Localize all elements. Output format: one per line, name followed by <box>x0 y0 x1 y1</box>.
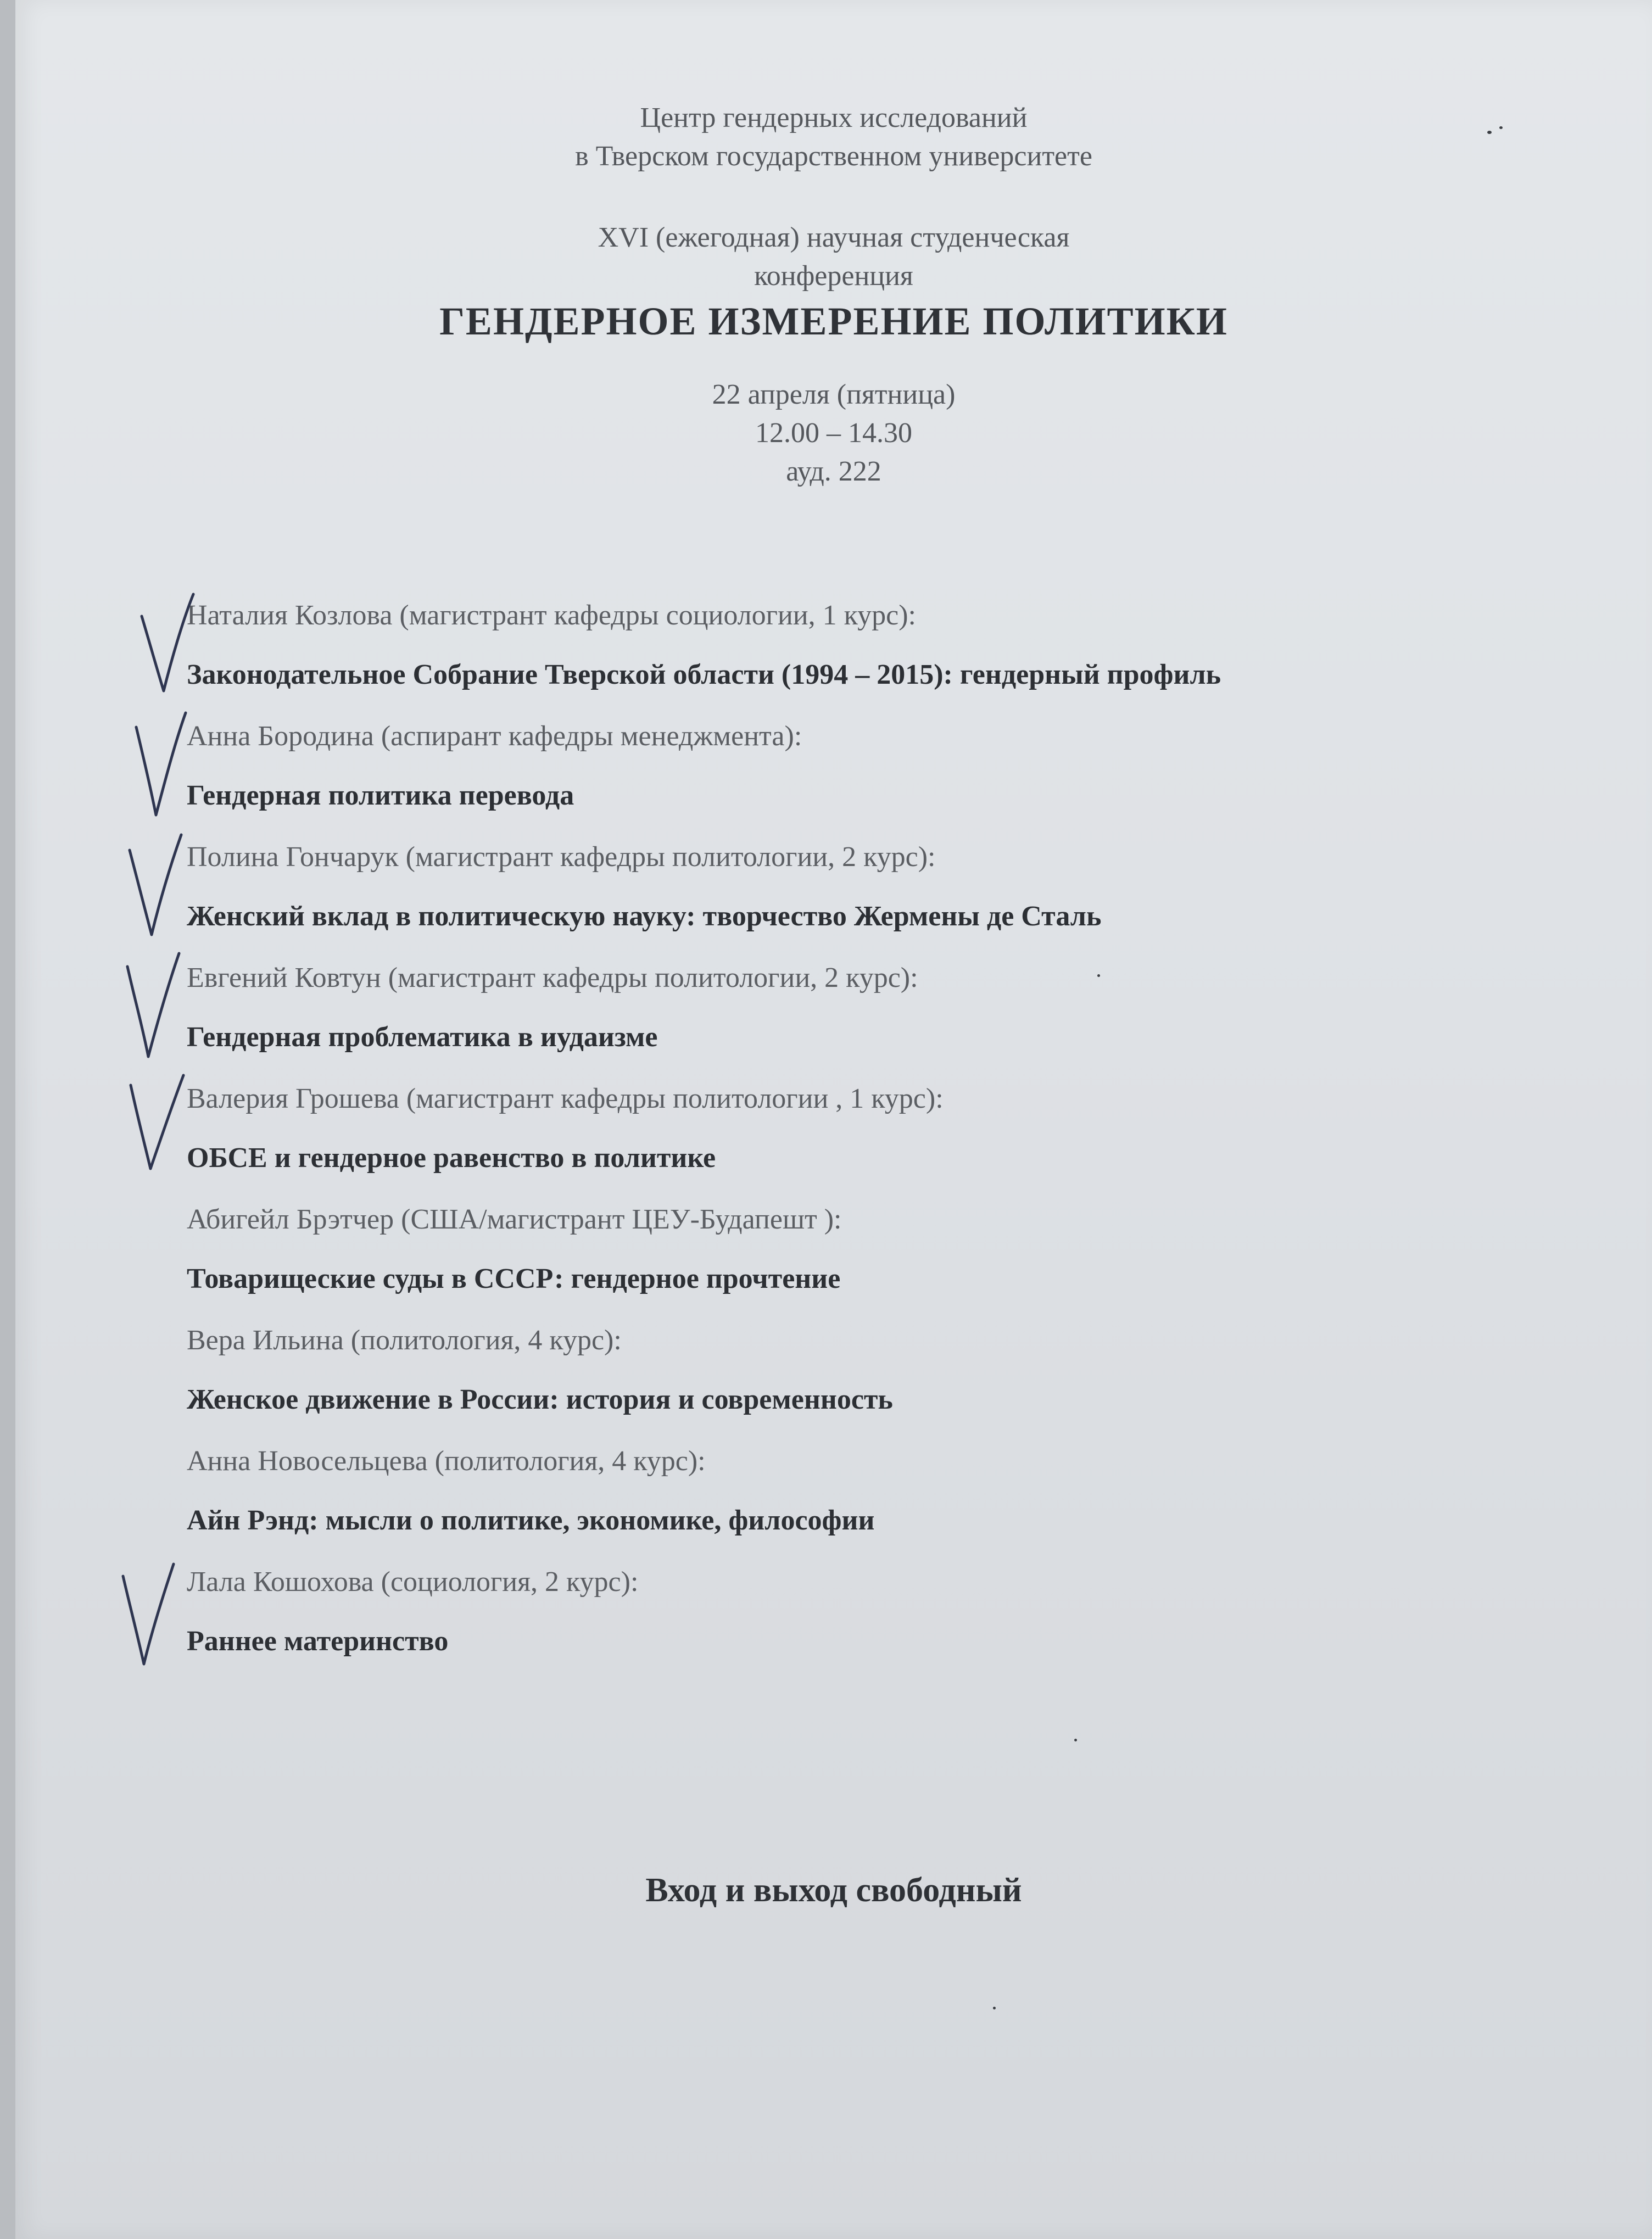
conference-room: ауд. 222 <box>786 456 881 487</box>
handwritten-check-mark-4 <box>122 947 182 1062</box>
conference-line-1: XVI (ежегодная) научная студенческая <box>598 222 1070 253</box>
conference-block <box>15 219 1652 295</box>
entry-speaker: Полина Гончарук (магистрант кафедры политологии, 2 курс): <box>187 841 936 873</box>
paper-speck <box>1074 1739 1077 1741</box>
entry-speaker: Лала Кошохова (социология, 2 курс): <box>187 1566 639 1598</box>
conference-title: ГЕНДЕРНОЕ ИЗМЕРЕНИЕ ПОЛИТИКИ <box>439 299 1228 343</box>
organizer-line-2: в Тверском государственном университете <box>575 141 1092 172</box>
program-entry-6 <box>187 1201 1532 1298</box>
conference-date: 22 апреля (пятница) <box>712 379 956 410</box>
handwritten-check-mark-9 <box>116 1557 177 1673</box>
paper-speck <box>1487 131 1492 134</box>
entry-speaker: Наталия Козлова (магистрант кафедры социологии, 1 курс): <box>187 600 916 631</box>
handwritten-check-mark-1 <box>137 583 198 699</box>
program-entry-4 <box>187 959 1532 1057</box>
program-entry-5 <box>187 1080 1532 1177</box>
schedule-block <box>15 376 1652 491</box>
entry-topic: Женский вклад в политическую науку: творчество Жермены де Сталь <box>187 901 1102 932</box>
entry-speaker: Абигейл Брэтчер (США/магистрант ЦЕУ-Будапешт ): <box>187 1204 842 1235</box>
organizer-block <box>15 99 1652 176</box>
program-entry-7 <box>187 1321 1532 1419</box>
organizer-line-1: Центр гендерных исследований <box>640 102 1028 133</box>
handwritten-check-mark-5 <box>125 1069 186 1184</box>
conference-time: 12.00 – 14.30 <box>755 417 912 449</box>
entry-topic: Гендерная проблематика в иудаизме <box>187 1021 658 1053</box>
admission-note: Вход и выход свободный <box>645 1872 1022 1909</box>
program-entry-3 <box>187 838 1532 936</box>
program-entry-1 <box>187 596 1532 694</box>
entry-speaker: Вера Ильина (политология, 4 курс): <box>187 1325 622 1356</box>
paper-speck <box>993 2007 996 2009</box>
paper-sheet <box>15 0 1652 2239</box>
handwritten-check-mark-3 <box>124 826 185 941</box>
entry-topic: Раннее материнство <box>187 1626 449 1657</box>
entry-topic: ОБСЕ и гендерное равенство в политике <box>187 1142 716 1174</box>
program-entry-2 <box>187 717 1532 815</box>
entry-topic: Гендерная политика перевода <box>187 780 574 811</box>
paper-speck <box>1097 974 1100 977</box>
entry-speaker: Анна Бородина (аспирант кафедры менеджмента): <box>187 721 802 752</box>
entry-speaker: Анна Новосельцева (политология, 4 курс): <box>187 1445 706 1477</box>
entry-topic: Товарищеские суды в СССР: гендерное прочтение <box>187 1263 841 1294</box>
entry-topic: Женское движение в России: история и современность <box>187 1384 893 1415</box>
entry-topic: Законодательное Собрание Тверской области (1994 – 2015): гендерный профиль <box>187 659 1221 690</box>
entry-speaker: Евгений Ковтун (магистрант кафедры политологии, 2 курс): <box>187 962 918 993</box>
handwritten-check-mark-2 <box>131 705 191 820</box>
conference-line-2: конференция <box>754 260 913 292</box>
program-entry-8 <box>187 1442 1532 1540</box>
entry-topic: Айн Рэнд: мысли о политике, экономике, философии <box>187 1505 875 1536</box>
program-entry-9 <box>187 1563 1532 1661</box>
entry-speaker: Валерия Грошева (магистрант кафедры политологии , 1 курс): <box>187 1083 944 1114</box>
paper-speck <box>1499 126 1503 129</box>
